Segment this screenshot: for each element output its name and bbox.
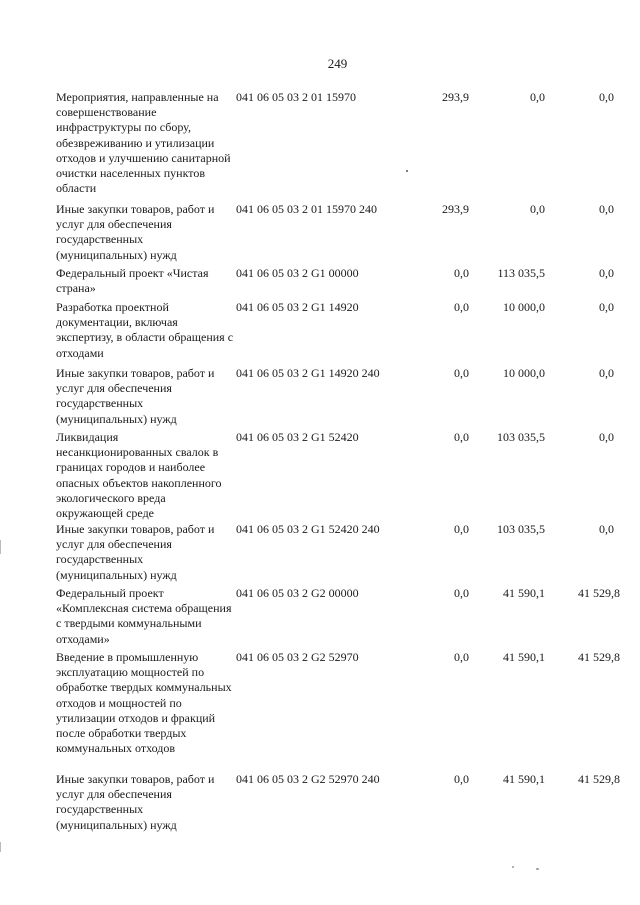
row-value-1: 0,0 — [454, 586, 469, 600]
row-code: 041 06 05 03 2 01 15970 — [236, 90, 356, 104]
scan-edge-mark — [0, 842, 1, 852]
row-value-2: 41 590,1 — [503, 650, 545, 664]
row-code: 041 06 05 03 2 G1 52420 — [236, 430, 359, 444]
row-value-1: 0,0 — [454, 300, 469, 314]
row-value-2: 0,0 — [530, 202, 545, 216]
row-value-1: 0,0 — [454, 522, 469, 536]
row-value-1: 0,0 — [454, 650, 469, 664]
row-value-2: 103 035,5 — [497, 522, 545, 536]
row-value-3: 0,0 — [599, 202, 614, 216]
row-value-1: 293,9 — [442, 202, 469, 216]
row-code: 041 06 05 03 2 G2 52970 — [236, 650, 359, 664]
row-value-1: 0,0 — [454, 430, 469, 444]
row-code: 041 06 05 03 2 01 15970 240 — [236, 202, 377, 216]
row-value-3: 0,0 — [599, 266, 614, 280]
row-code: 041 06 05 03 2 G1 52420 240 — [236, 522, 380, 536]
row-value-2: 103 035,5 — [497, 430, 545, 444]
row-value-1: 0,0 — [454, 266, 469, 280]
row-value-3: 0,0 — [599, 300, 614, 314]
row-value-1: 0,0 — [454, 366, 469, 380]
row-code: 041 06 05 03 2 G1 14920 — [236, 300, 359, 314]
row-name: Иные закупки товаров, работ и услуг для обеспечения государственных (муниципальных) нужд — [56, 772, 215, 832]
row-name: Мероприятия, направленные на совершенствование инфраструктуры по сбору, обезвреживанию и утилизации отходов и улучшению санитарной очистки населенных пунктов области — [56, 90, 231, 196]
row-value-1: 293,9 — [442, 90, 469, 104]
row-value-3: 0,0 — [599, 522, 614, 536]
row-name: Разработка проектной документации, включая экспертизу, в области обращения с отходами — [56, 300, 234, 360]
row-value-2: 41 590,1 — [503, 772, 545, 786]
row-code: 041 06 05 03 2 G2 00000 — [236, 586, 359, 600]
scan-speck — [406, 170, 408, 172]
row-name: Ликвидация несанкционированных свалок в границах городов и наиболее опасных объектов накопленного экологического вреда окружающей среде — [56, 430, 222, 521]
row-code: 041 06 05 03 2 G1 14920 240 — [236, 366, 380, 380]
row-name: Иные закупки товаров, работ и услуг для обеспечения государственных (муниципальных) нужд — [56, 366, 215, 426]
row-value-3: 41 529,8 — [578, 772, 620, 786]
row-value-2: 0,0 — [530, 90, 545, 104]
scan-speck — [512, 866, 514, 868]
row-value-3: 0,0 — [599, 90, 614, 104]
row-name: Введение в промышленную эксплуатацию мощностей по обработке твердых коммунальных отходов и мощностей по утилизации отходов и фракций после обработки твердых коммунальных отходов — [56, 650, 232, 756]
row-name: Иные закупки товаров, работ и услуг для обеспечения государственных (муниципальных) нужд — [56, 202, 215, 262]
row-code: 041 06 05 03 2 G2 52970 240 — [236, 772, 380, 786]
budget-table — [0, 90, 640, 850]
row-value-3: 41 529,8 — [578, 586, 620, 600]
row-name: Иные закупки товаров, работ и услуг для обеспечения государственных (муниципальных) нужд — [56, 522, 215, 582]
row-code: 041 06 05 03 2 G1 00000 — [236, 266, 359, 280]
row-value-2: 10 000,0 — [503, 366, 545, 380]
row-value-2: 113 035,5 — [497, 266, 545, 280]
row-name: Федеральный проект «Комплексная система обращения с твердыми коммунальными отходами» — [56, 586, 232, 646]
row-value-2: 41 590,1 — [503, 586, 545, 600]
scan-edge-mark — [0, 540, 1, 554]
row-value-3: 0,0 — [599, 366, 614, 380]
scan-speck — [536, 868, 539, 870]
page-number: 249 — [327, 56, 348, 71]
row-name: Федеральный проект «Чистая страна» — [56, 266, 209, 296]
row-value-1: 0,0 — [454, 772, 469, 786]
row-value-3: 41 529,8 — [578, 650, 620, 664]
row-value-2: 10 000,0 — [503, 300, 545, 314]
row-value-3: 0,0 — [599, 430, 614, 444]
